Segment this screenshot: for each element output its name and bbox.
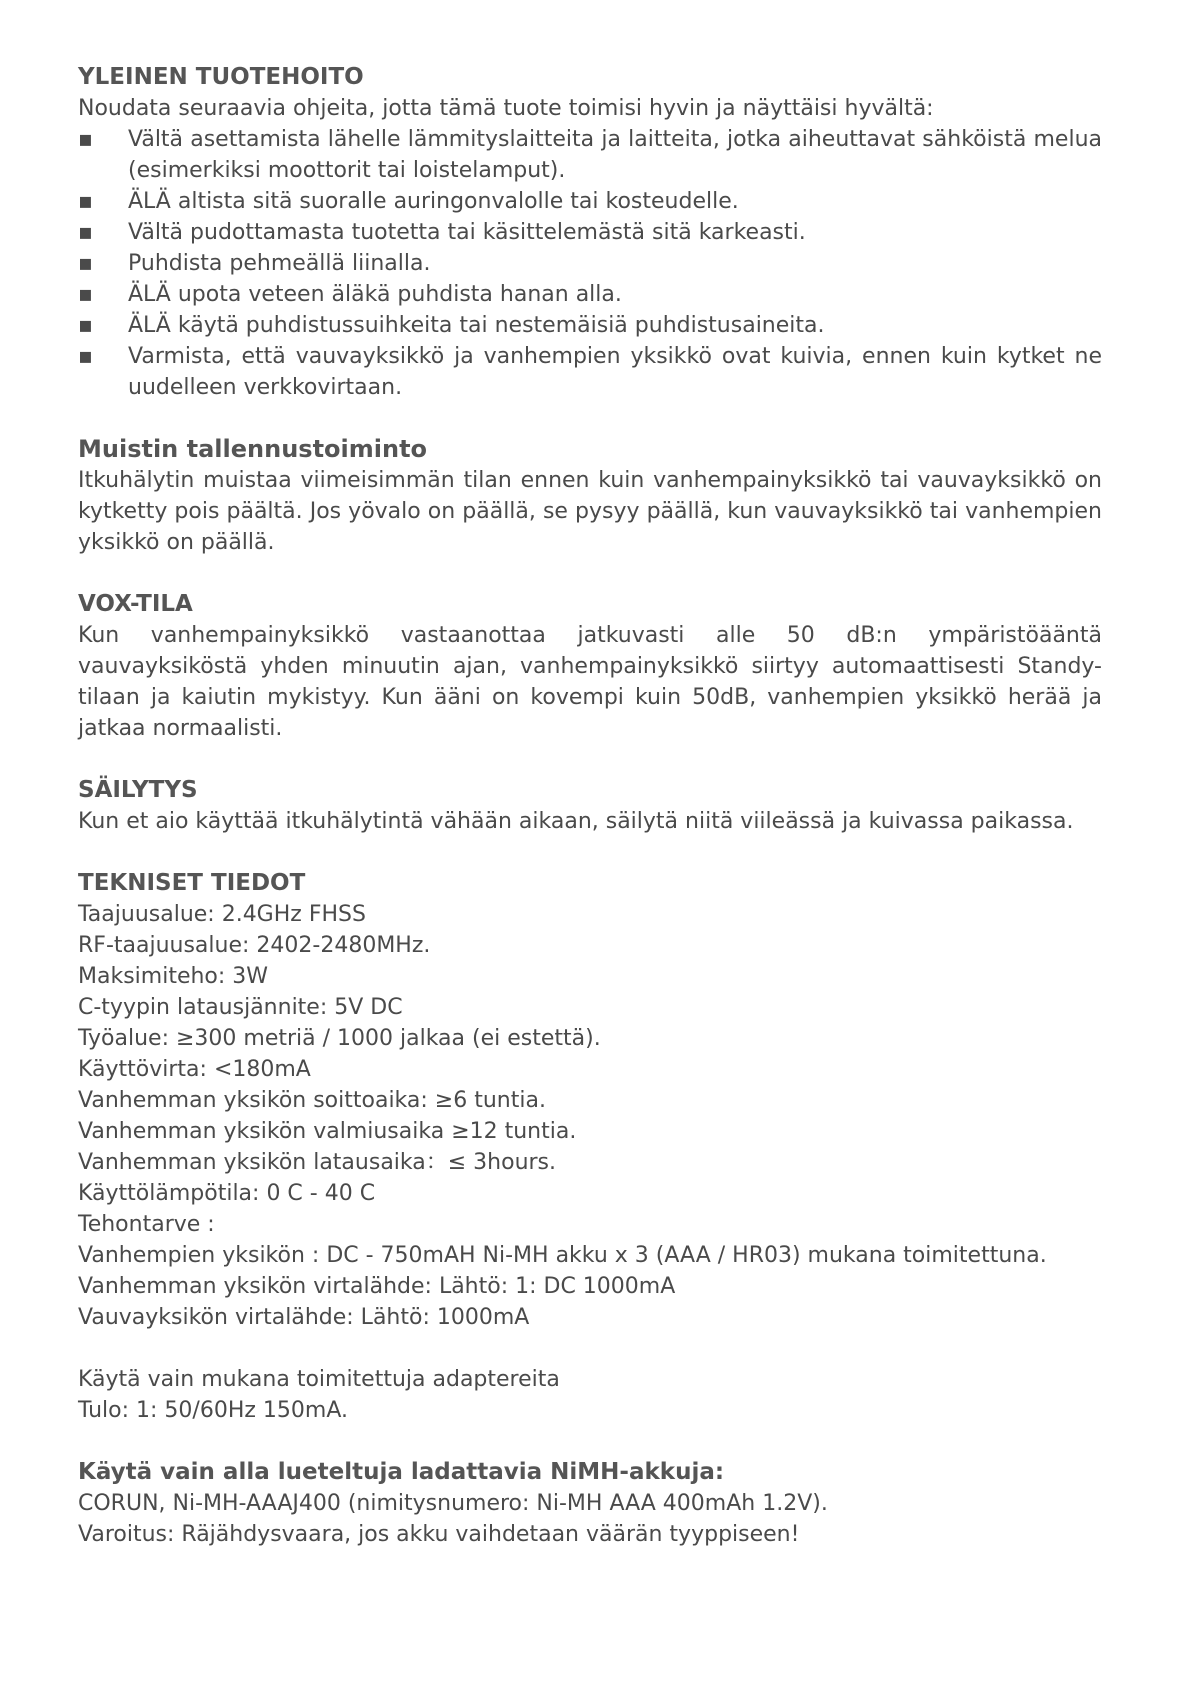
document-page xyxy=(78,62,1102,1550)
list-item-text: Vältä pudottamasta tuotetta tai käsittelemästä sitä karkeasti. xyxy=(128,220,806,245)
adapter-line: Käytä vain mukana toimitettuja adaptereita xyxy=(78,1367,560,1392)
spec-line: Käyttölämpötila: 0 C - 40 C xyxy=(78,1181,376,1206)
care-heading: YLEINEN TUOTEHOITO xyxy=(78,64,364,90)
adapter-lines xyxy=(78,1364,1102,1426)
vox-section xyxy=(78,589,1102,744)
spacer xyxy=(78,744,1102,775)
vox-heading: VOX-TILA xyxy=(78,591,193,617)
list-item xyxy=(78,186,1102,217)
spec-line: Vauvayksikön virtalähde: Lähtö: 1000mA xyxy=(78,1305,530,1330)
spec-power-parent: Vanhempien yksikön : DC - 750mAH Ni-MH akku x 3 (AAA / HR03) mukana toimitettuna. xyxy=(78,1243,1047,1268)
bullet-icon: ▪ xyxy=(78,251,93,276)
spec-line: Vanhemman yksikön valmiusaika ≥12 tuntia. xyxy=(78,1119,577,1144)
specs-heading: TEKNISET TIEDOT xyxy=(78,870,306,896)
battery-heading: Käytä vain alla lueteltuja ladattavia NiMH-akkuja: xyxy=(78,1459,725,1485)
memory-text: Itkuhälytin muistaa viimeisimmän tilan ennen kuin vanhempainyksikkö tai vauvayksikkö on kytketty pois päältä. Jos yövalo on päällä, se pysyy päällä, kun vauvayksikkö tai vanhempien yksikkö on päällä. xyxy=(78,468,1102,555)
spacer xyxy=(78,558,1102,589)
spec-line: C-tyypin latausjännite: 5V DC xyxy=(78,995,403,1020)
spec-line: Tehontarve : xyxy=(78,1212,215,1237)
care-intro: Noudata seuraavia ohjeita, jotta tämä tuote toimisi hyvin ja näyttäisi hyvältä: xyxy=(78,96,934,121)
spacer xyxy=(78,1426,1102,1457)
list-item-text: ÄLÄ upota veteen äläkä puhdista hanan alla. xyxy=(128,282,622,307)
battery-section xyxy=(78,1457,1102,1550)
spec-line: Vanhemman yksikön virtalähde: Lähtö: 1: DC 1000mA xyxy=(78,1274,676,1299)
storage-heading: SÄILYTYS xyxy=(78,777,198,803)
specs-section xyxy=(78,868,1102,1333)
spec-line: Vanhemman yksikön latausaika：≤ 3hours. xyxy=(78,1150,557,1175)
spacer xyxy=(78,1333,1102,1364)
vox-text: Kun vanhempainyksikkö vastaanottaa jatkuvasti alle 50 dB:n ympäristöääntä vauvayksiköstä yhden minuutin ajan, vanhempainyksikkö siirtyy automaattisesti Standy-tilaan ja kaiutin mykistyy. Kun ääni on kovempi kuin 50dB, vanhempien yksikkö herää ja jatkaa normaalisti. xyxy=(78,623,1102,741)
spacer xyxy=(78,403,1102,434)
list-item-text: Puhdista pehmeällä liinalla. xyxy=(128,251,431,276)
specs-list-2 xyxy=(78,1271,1102,1333)
list-item-text: ÄLÄ altista sitä suoralle auringonvalolle tai kosteudelle. xyxy=(128,189,739,214)
spacer xyxy=(78,837,1102,868)
memory-section xyxy=(78,434,1102,558)
memory-heading: Muistin tallennustoiminto xyxy=(78,435,428,463)
bullet-icon: ▪ xyxy=(78,220,93,245)
specs-list xyxy=(78,899,1102,1240)
storage-text: Kun et aio käyttää itkuhälytintä vähään aikaan, säilytä niitä viileässä ja kuivassa paikassa. xyxy=(78,809,1074,834)
list-item xyxy=(78,217,1102,248)
bullet-icon: ▪ xyxy=(78,189,93,214)
spec-line: Työalue: ≥300 metriä / 1000 jalkaa (ei estettä). xyxy=(78,1026,601,1051)
list-item xyxy=(78,124,1102,186)
spec-line: RF-taajuusalue: 2402-2480MHz. xyxy=(78,933,431,958)
care-list xyxy=(78,124,1102,403)
list-item-text: Varmista, että vauvayksikkö ja vanhempien yksikkö ovat kuivia, ennen kuin kytket ne uudelleen verkkovirtaan. xyxy=(128,344,1102,400)
care-section xyxy=(78,62,1102,403)
adapter-section xyxy=(78,1364,1102,1426)
bullet-icon: ▪ xyxy=(78,282,93,307)
spec-line: Käyttövirta: <180mA xyxy=(78,1057,311,1082)
bullet-icon: ▪ xyxy=(78,344,93,369)
bullet-icon: ▪ xyxy=(78,127,93,152)
list-item xyxy=(78,341,1102,403)
list-item xyxy=(78,279,1102,310)
bullet-icon: ▪ xyxy=(78,313,93,338)
list-item xyxy=(78,310,1102,341)
battery-lines xyxy=(78,1488,1102,1550)
adapter-line: Tulo: 1: 50/60Hz 150mA. xyxy=(78,1398,348,1423)
battery-line: CORUN, Ni-MH-AAAJ400 (nimitysnumero: Ni-MH AAA 400mAh 1.2V). xyxy=(78,1491,828,1516)
list-item-text: Vältä asettamista lähelle lämmityslaitteita ja laitteita, jotka aiheuttavat sähköistä melua (esimerkiksi moottorit tai loistelamput). xyxy=(128,127,1102,183)
spec-line: Taajuusalue: 2.4GHz FHSS xyxy=(78,902,366,927)
list-item xyxy=(78,248,1102,279)
spec-line: Maksimiteho: 3W xyxy=(78,964,269,989)
spec-line: Vanhemman yksikön soittoaika: ≥6 tuntia. xyxy=(78,1088,546,1113)
battery-warning: Varoitus: Räjähdysvaara, jos akku vaihdetaan väärän tyyppiseen! xyxy=(78,1522,800,1547)
list-item-text: ÄLÄ käytä puhdistussuihkeita tai nestemäisiä puhdistusaineita. xyxy=(128,313,825,338)
storage-section xyxy=(78,775,1102,837)
